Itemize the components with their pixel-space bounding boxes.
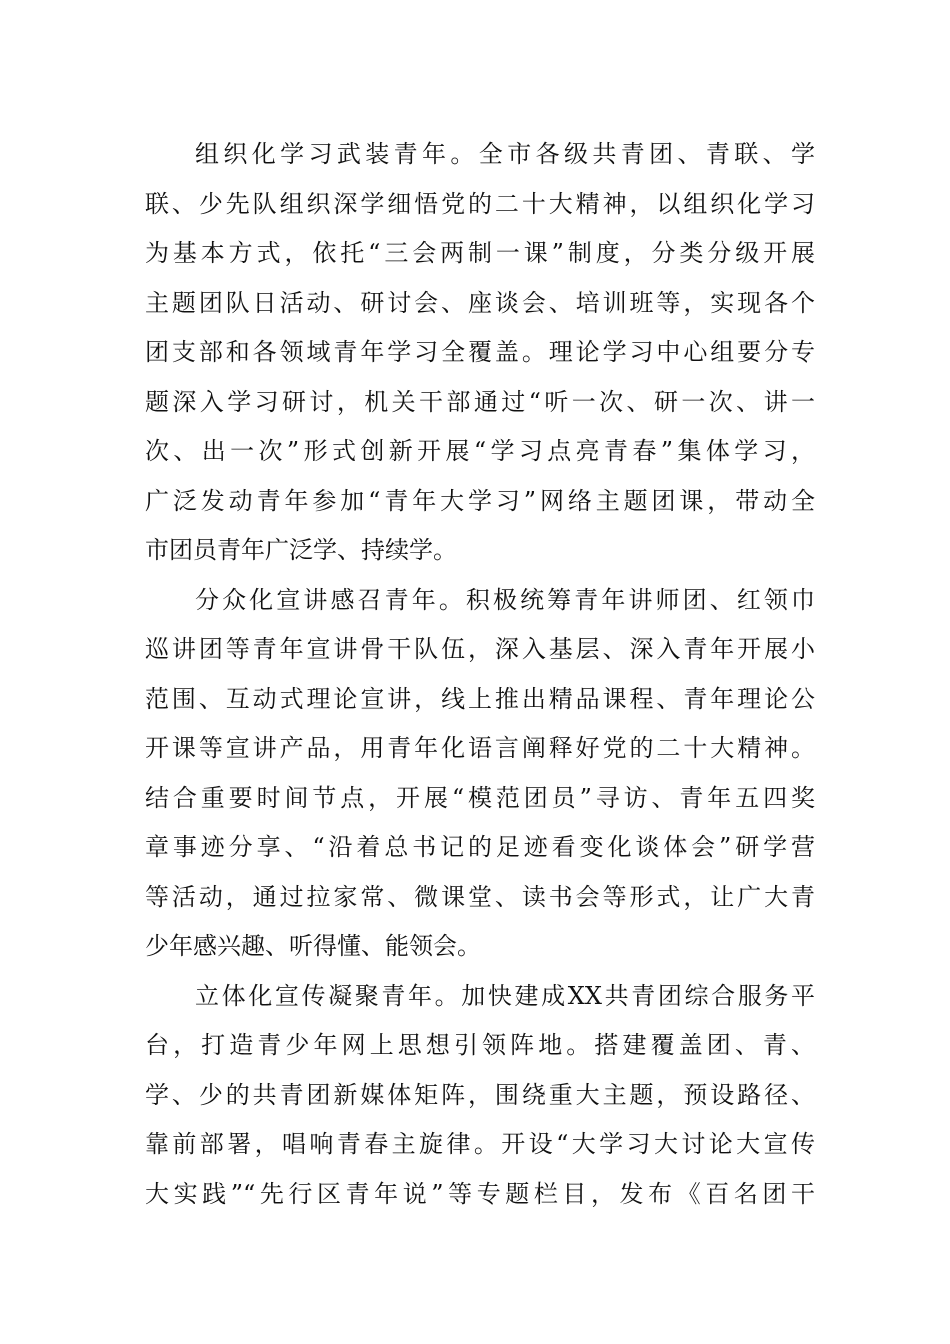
paragraph-organized-study: [145, 130, 815, 576]
text-line: 少年感兴趣、听得懂、能领会。: [145, 932, 481, 960]
text-line: 题深入学习研讨，机关干部通过“听一次、研一次、讲一: [145, 387, 815, 416]
document-body: [145, 130, 815, 1219]
text-line: 组织化学习武装青年。全市各级共青团、青联、学: [195, 140, 815, 168]
text-line: 立体化宣传凝聚青年。加快建成XX共青团综合服务平: [195, 981, 815, 1010]
text-line: 学、少的共青团新媒体矩阵，围绕重大主题，预设路径、: [145, 1080, 815, 1109]
text-line: 开课等宣讲产品，用青年化语言阐释好党的二十大精神。: [145, 734, 815, 762]
text-line: 结合重要时间节点，开展“模范团员”寻访、青年五四奖: [145, 783, 815, 812]
text-line: 主题团队日活动、研讨会、座谈会、培训班等，实现各个: [145, 288, 815, 317]
text-line: 分众化宣讲感召青年。积极统筹青年讲师团、红领巾: [195, 585, 815, 614]
text-line: 广泛发动青年参加“青年大学习”网络主题团课，带动全: [145, 486, 815, 515]
text-line: 次、出一次”形式创新开展“学习点亮青春”集体学习，: [145, 437, 815, 465]
text-line: 等活动，通过拉家常、微课堂、读书会等形式，让广大青: [145, 882, 815, 911]
paragraph-targeted-lectures: [145, 576, 815, 972]
text-line: 台，打造青少年网上思想引领阵地。搭建覆盖团、青、: [145, 1031, 815, 1059]
text-line: 为基本方式，依托“三会两制一课”制度，分类分级开展: [145, 239, 815, 267]
text-line: 市团员青年广泛学、持续学。: [145, 536, 457, 564]
text-line: 巡讲团等青年宣讲骨干队伍，深入基层、深入青年开展小: [145, 635, 815, 663]
text-line: 联、少先队组织深学细悟党的二十大精神，以组织化学习: [145, 189, 815, 218]
paragraph-multidimensional-publicity: [145, 972, 815, 1220]
text-line: 团支部和各领域青年学习全覆盖。理论学习中心组要分专: [145, 338, 815, 366]
text-line: 章事迹分享、“沿着总书记的足迹看变化谈体会”研学营: [145, 833, 815, 861]
text-line: 靠前部署，唱响青春主旋律。开设“大学习大讨论大宣传: [145, 1130, 815, 1158]
text-line: 大实践”“先行区青年说”等专题栏目，发布《百名团干: [145, 1179, 815, 1208]
text-line: 范围、互动式理论宣讲，线上推出精品课程、青年理论公: [145, 684, 815, 713]
